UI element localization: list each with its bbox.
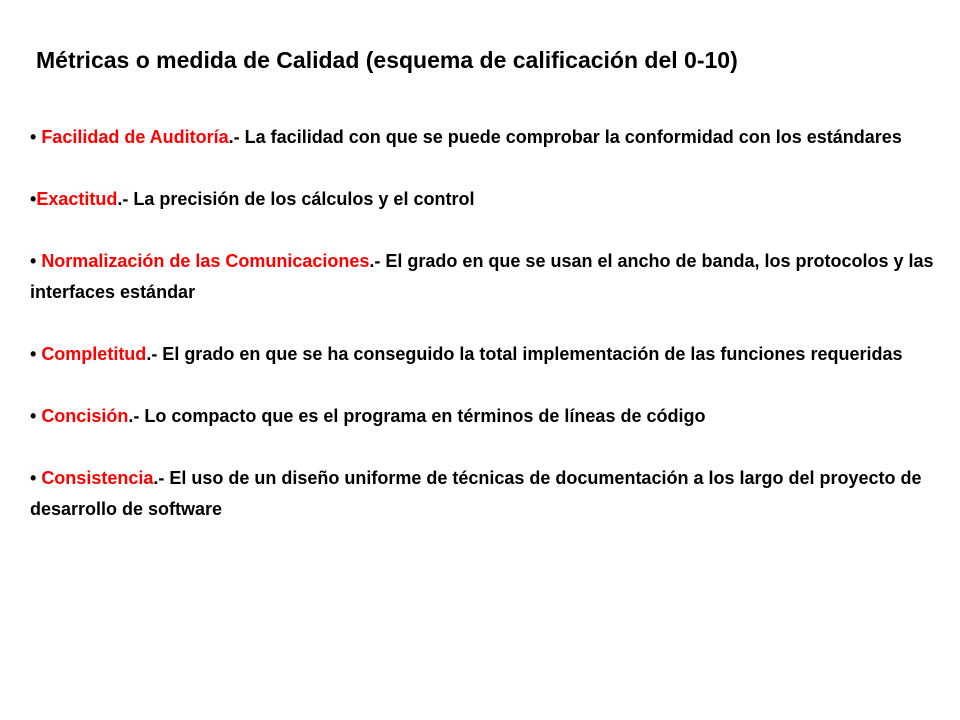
- term-description: .- La facilidad con que se puede comprobar la conformidad con los estándares: [228, 127, 902, 147]
- bullet: •: [30, 344, 42, 364]
- bullet: •: [30, 468, 42, 488]
- term-description: .- El grado en que se usan el ancho de banda, los protocolos y las interfaces estándar: [30, 251, 934, 302]
- term-label: Exactitud: [36, 189, 118, 209]
- term-label: Consistencia: [41, 468, 154, 488]
- term-label: Concisión: [41, 406, 129, 426]
- bullet: •: [30, 189, 37, 209]
- term-label: Facilidad de Auditoría: [41, 127, 229, 147]
- list-item-consistencia: [30, 463, 955, 525]
- list-item-auditoria: [30, 122, 955, 153]
- list-item-normalizacion: [30, 246, 955, 308]
- term-label: Normalización de las Comunicaciones: [41, 251, 370, 271]
- term-label: Completitud: [41, 344, 147, 364]
- term-description: .- El uso de un diseño uniforme de técnicas de documentación a los largo del proyecto de desarrollo de software: [30, 468, 922, 519]
- list-item-concision: [30, 401, 955, 432]
- term-description: .- Lo compacto que es el programa en términos de líneas de código: [128, 406, 706, 426]
- metrics-list: [30, 122, 955, 556]
- bullet: •: [30, 251, 42, 271]
- list-item-completitud: [30, 339, 955, 370]
- term-description: .- La precisión de los cálculos y el control: [117, 189, 475, 209]
- bullet: •: [30, 406, 42, 426]
- list-item-exactitud: [30, 184, 955, 215]
- slide-title: Métricas o medida de Calidad (esquema de calificación del 0-10): [36, 47, 738, 73]
- bullet: •: [30, 127, 42, 147]
- term-description: .- El grado en que se ha conseguido la total implementación de las funciones requeridas: [146, 344, 903, 364]
